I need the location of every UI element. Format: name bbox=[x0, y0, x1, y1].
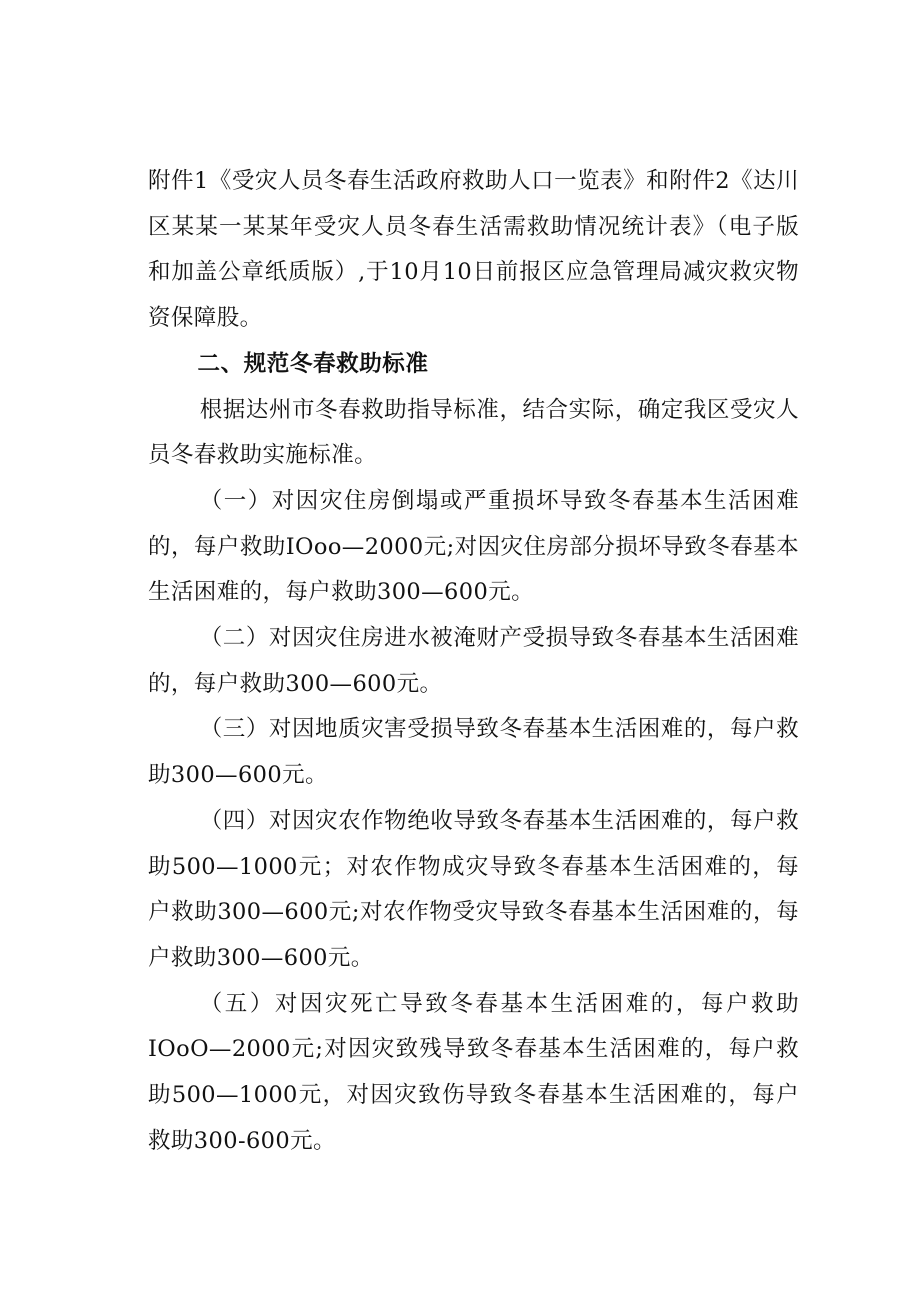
paragraph-attachments: 附件1《受灾人员冬春生活政府救助人口一览表》和附件2《达川区某某一某某年受灾人员冬春生活需救助情况统计表》（电子版和加盖公章纸质版）,于10月10日前报区应急管理局减灾救灾物资保障股。 bbox=[148, 168, 799, 332]
paragraph-item-5: （五）对因灾死亡导致冬春基本生活困难的，每户救助IOoO—2000元;对因灾致残导致冬春基本生活困难的，每户救助500—1000元，对因灾致伤导致冬春基本生活困难的，每户救助300-600元。 bbox=[148, 990, 799, 1154]
paragraph-item-1: （一）对因灾住房倒塌或严重损坏导致冬春基本生活困难的，每户救助IOoo—2000元;对因灾住房部分损坏导致冬春基本生活困难的，每户救助300—600元。 bbox=[148, 487, 799, 606]
paragraph-intro: 根据达州市冬春救助指导标准，结合实际，确定我区受灾人员冬春救助实施标准。 bbox=[148, 396, 799, 469]
paragraph-item-3: （三）对因地质灾害受损导致冬春基本生活困难的，每户救助300—600元。 bbox=[148, 716, 799, 789]
paragraph-item-2: （二）对因灾住房进水被淹财产受损导致冬春基本生活困难的，每户救助300—600元。 bbox=[148, 625, 799, 697]
paragraph-item-4: （四）对因灾农作物绝收导致冬春基本生活困难的，每户救助500—1000元；对农作物成灾导致冬春基本生活困难的，每户救助300—600元;对农作物受灾导致冬春基本生活困难的，每户救助300—600元。 bbox=[148, 807, 799, 971]
section-heading: 二、规范冬春救助标准 bbox=[197, 350, 429, 377]
document-body bbox=[148, 159, 799, 1164]
